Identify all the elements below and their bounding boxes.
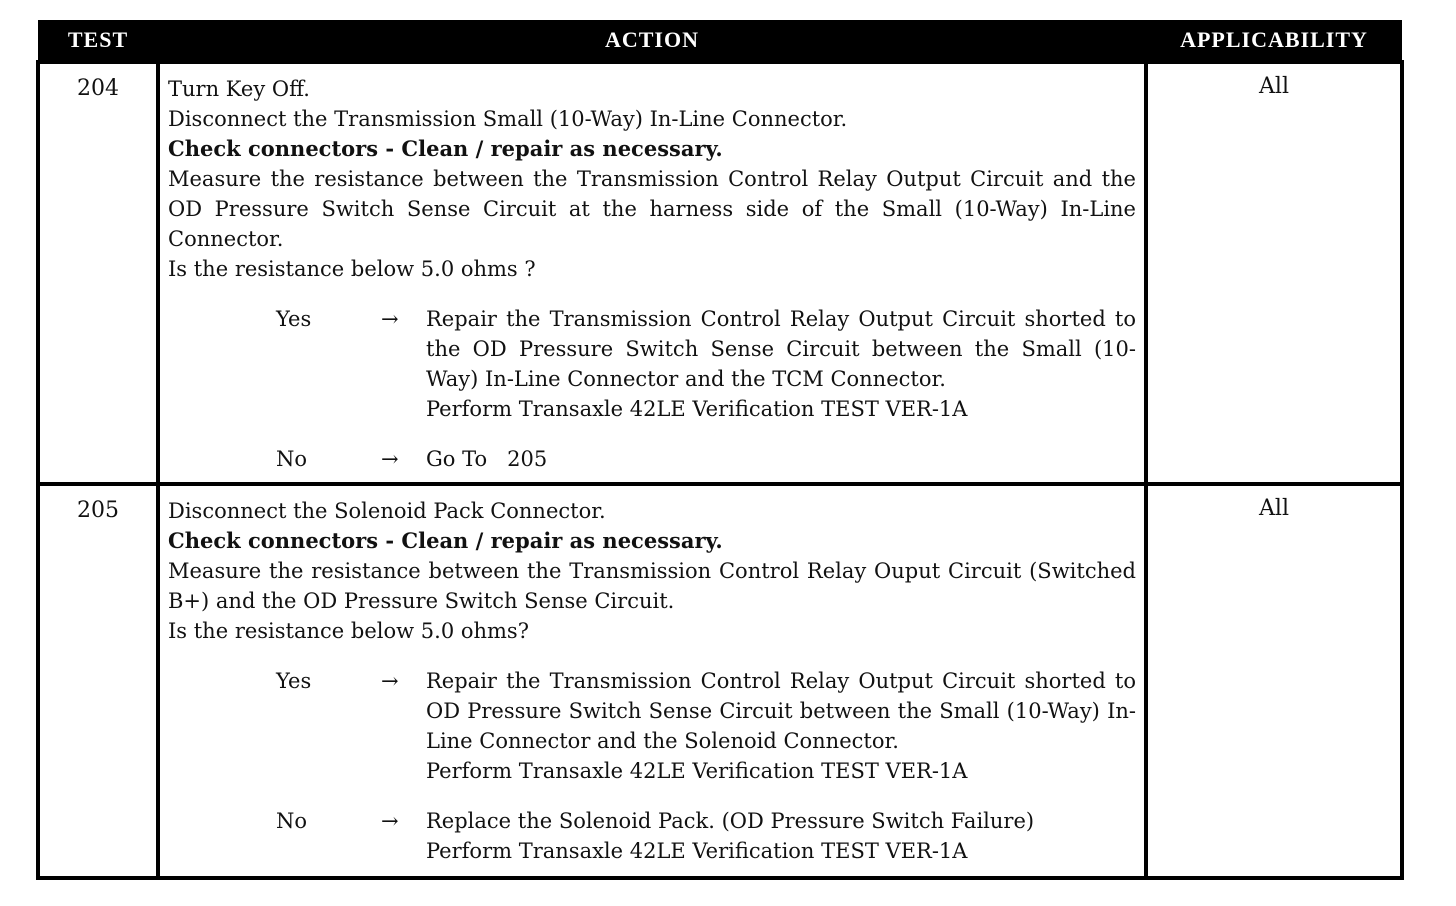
yes-action-line: Repair the Transmission Control Relay Output Circuit shorted to the OD Pressure Switch Sense Circuit between the Small (10-Way) In-Line Connector and the TCM Connector.	[426, 307, 1136, 391]
action-cell	[158, 62, 1146, 484]
header-row	[38, 20, 1402, 62]
action-line: Turn Key Off.	[168, 77, 310, 101]
arrow-right-icon: →	[381, 809, 399, 833]
no-action-line: Go To 205	[426, 447, 548, 471]
test-row-205	[38, 484, 1402, 878]
action-line: Measure the resistance between the Transmission Control Relay Output Circuit and the OD Pressure Switch Sense Circuit at the harness side of the Small (10-Way) In-Line Connector.	[168, 167, 1136, 251]
action-line: Disconnect the Solenoid Pack Connector.	[168, 499, 606, 523]
header-action: ACTION	[158, 20, 1146, 62]
applicability-cell: All	[1146, 62, 1402, 484]
no-label: No	[276, 447, 308, 471]
no-label: No	[276, 809, 308, 833]
yes-action-line: Repair the Transmission Control Relay Output Circuit shorted to OD Pressure Switch Sense Circuit between the Small (10-Way) In-Line Connector and the Solenoid Connector.	[426, 669, 1136, 753]
question-line: Is the resistance below 5.0 ohms?	[168, 619, 529, 643]
header-applicability: APPLICABILITY	[1146, 20, 1402, 62]
test-number: 205	[38, 484, 158, 878]
arrow-right-icon: →	[381, 669, 399, 693]
yes-action-line: Perform Transaxle 42LE Verification TEST VER-1A	[426, 397, 968, 421]
header-test: TEST	[38, 20, 158, 62]
yes-label: Yes	[276, 669, 312, 693]
action-cell	[158, 484, 1146, 878]
yes-action-line: Perform Transaxle 42LE Verification TEST VER-1A	[426, 759, 968, 783]
arrow-right-icon: →	[381, 447, 399, 471]
no-action-line: Perform Transaxle 42LE Verification TEST VER-1A	[426, 839, 968, 863]
action-line: Disconnect the Transmission Small (10-Way) In-Line Connector.	[168, 107, 848, 131]
action-line: Measure the resistance between the Transmission Control Relay Ouput Circuit (Switched B+) and the OD Pressure Switch Sense Circuit.	[168, 559, 1136, 613]
no-response	[276, 806, 1136, 866]
arrow-right-icon: →	[381, 307, 399, 331]
yes-response	[276, 304, 1136, 424]
no-action-line: Replace the Solenoid Pack. (OD Pressure Switch Failure)	[426, 809, 1035, 833]
yes-response	[276, 666, 1136, 786]
diagnostic-test-table	[36, 20, 1404, 880]
diagnostic-test-table-page	[36, 20, 1400, 878]
no-response	[276, 444, 1136, 474]
test-row-204	[38, 62, 1402, 484]
question-line: Is the resistance below 5.0 ohms ?	[168, 257, 536, 281]
yes-label: Yes	[276, 307, 312, 331]
check-connectors-note: Check connectors - Clean / repair as necessary.	[168, 528, 723, 553]
test-number: 204	[38, 62, 158, 484]
check-connectors-note: Check connectors - Clean / repair as necessary.	[168, 136, 723, 161]
applicability-cell: All	[1146, 484, 1402, 878]
